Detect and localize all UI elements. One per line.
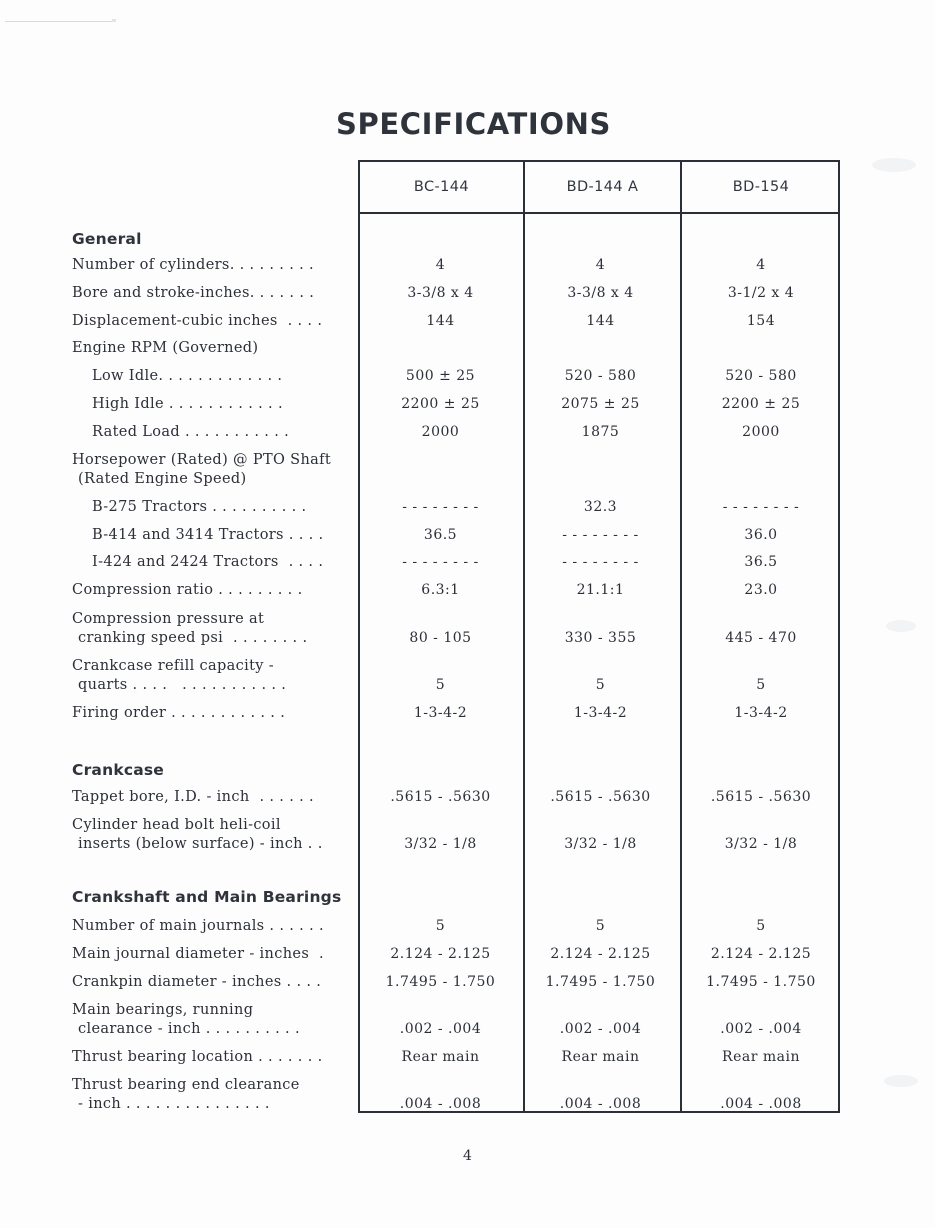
row-value: 36.5 (423, 527, 458, 543)
row-value: .5615 - .5630 (550, 789, 651, 805)
table-row (0, 469, 935, 489)
table-row (0, 628, 935, 648)
row-value: 3-1/2 x 4 (727, 285, 795, 301)
row-label: Firing order . . . . . . . . . . . . (72, 705, 286, 721)
row-value: 5 (595, 677, 606, 693)
row-label: Number of cylinders. . . . . . . . . (72, 257, 315, 273)
row-value: 500 ± 25 (405, 368, 476, 384)
table-row (0, 450, 935, 470)
row-value: - - - - - - - - (562, 527, 639, 543)
table-row (0, 675, 935, 695)
row-label: inserts (below surface) - inch . . (78, 836, 323, 852)
table-row (0, 815, 935, 835)
row-value: - - - - - - - - (402, 499, 479, 515)
row-value: 4 (595, 257, 606, 273)
row-value: 144 (426, 313, 455, 329)
row-value: .5615 - .5630 (390, 789, 491, 805)
table-row (0, 1094, 935, 1114)
row-value: .004 - .008 (720, 1096, 802, 1112)
row-label: B-275 Tractors . . . . . . . . . . (92, 499, 307, 515)
row-label: Thrust bearing end clearance (72, 1077, 300, 1093)
row-value: 3/32 - 1/8 (564, 836, 637, 852)
table-row (0, 552, 935, 572)
row-value: 80 - 105 (409, 630, 472, 646)
table-row (0, 834, 935, 854)
row-label: Tappet bore, I.D. - inch . . . . . . (72, 789, 314, 805)
table-row (0, 972, 935, 992)
row-value: 3/32 - 1/8 (404, 836, 477, 852)
row-label: High Idle . . . . . . . . . . . . (92, 396, 283, 412)
row-value: Rear main (561, 1049, 640, 1065)
row-label: Low Idle. . . . . . . . . . . . . (92, 368, 283, 384)
row-value: 1-3-4-2 (573, 705, 628, 721)
table-row (0, 609, 935, 629)
row-value: 1-3-4-2 (413, 705, 468, 721)
row-value: 4 (756, 257, 766, 273)
row-value: 5 (435, 918, 446, 934)
table-row (0, 255, 935, 275)
row-value: .5615 - .5630 (710, 789, 812, 805)
row-label: (Rated Engine Speed) (78, 471, 247, 487)
row-value: 36.0 (744, 527, 778, 543)
row-value: 144 (586, 313, 615, 329)
row-label: B-414 and 3414 Tractors . . . . (92, 527, 324, 543)
row-label: Crankcase refill capacity - (72, 658, 275, 674)
table-row (0, 1000, 935, 1020)
row-label: Main journal diameter - inches . (72, 946, 324, 962)
row-value: 1.7495 - 1.750 (545, 974, 656, 990)
table-row (0, 311, 935, 331)
row-label: clearance - inch . . . . . . . . . . (78, 1021, 300, 1037)
table-row (0, 1075, 935, 1095)
row-value: 2.124 - 2.125 (550, 946, 651, 962)
row-value: 5 (435, 677, 446, 693)
row-label: Displacement-cubic inches . . . . (72, 313, 323, 329)
table-row (0, 656, 935, 676)
table-row (0, 497, 935, 517)
row-label: Crankpin diameter - inches . . . . (72, 974, 322, 990)
row-value: - - - - - - - - (722, 499, 800, 515)
page-number: 4 (463, 1148, 472, 1164)
row-value: 1-3-4-2 (734, 705, 788, 721)
row-value: 2200 ± 25 (401, 396, 480, 412)
table-row (0, 580, 935, 600)
row-value: 6.3:1 (421, 582, 460, 598)
page-title: SPECIFICATIONS (336, 107, 611, 141)
row-value: 520 - 580 (725, 368, 797, 384)
row-value: .004 - .008 (399, 1096, 482, 1112)
table-row (0, 1047, 935, 1067)
section-heading: General (72, 230, 142, 248)
row-value: 154 (746, 313, 776, 329)
column-header-bc-144: BC-144 (413, 179, 470, 195)
row-value: Rear main (401, 1049, 480, 1065)
table-row (0, 916, 935, 936)
row-value: 1875 (581, 424, 620, 440)
row-value: 36.5 (744, 554, 778, 570)
row-label: Rated Load . . . . . . . . . . . (92, 424, 290, 440)
section-heading: Crankcase (72, 761, 165, 779)
table-row (0, 366, 935, 386)
row-value: 520 - 580 (564, 368, 637, 384)
row-value: 330 - 355 (564, 630, 637, 646)
table-row (0, 703, 935, 723)
row-value: 32.3 (583, 499, 618, 515)
row-label: Compression pressure at (72, 611, 265, 627)
row-value: 445 - 470 (725, 630, 797, 646)
row-label: Number of main journals . . . . . . (72, 918, 324, 934)
table-row (0, 1019, 935, 1039)
row-label: Bore and stroke-inches. . . . . . . (72, 285, 315, 301)
row-value: 2000 (742, 424, 780, 440)
row-label: Thrust bearing location . . . . . . . (72, 1049, 323, 1065)
row-value: Rear main (722, 1049, 800, 1065)
table-row (0, 944, 935, 964)
row-label: Horsepower (Rated) @ PTO Shaft (72, 452, 332, 468)
row-value: .002 - .004 (559, 1021, 642, 1037)
row-value: 1.7495 - 1.750 (706, 974, 816, 990)
table-row (0, 283, 935, 303)
row-value: 21.1:1 (576, 582, 625, 598)
column-header-bd-144a: BD-144 A (566, 179, 639, 195)
table-row (0, 525, 935, 545)
row-value: 5 (756, 677, 766, 693)
row-label: Compression ratio . . . . . . . . . (72, 582, 303, 598)
row-value: .004 - .008 (559, 1096, 642, 1112)
row-label: Cylinder head bolt heli-coil (72, 817, 281, 833)
row-value: - - - - - - - - (562, 554, 639, 570)
row-value: 2000 (421, 424, 460, 440)
row-label: I-424 and 2424 Tractors . . . . (92, 554, 324, 570)
row-value: 23.0 (744, 582, 778, 598)
row-label: Main bearings, running (72, 1002, 254, 1018)
row-label: quarts . . . . . . . . . . . . . . . (78, 677, 287, 693)
row-value: 3/32 - 1/8 (724, 836, 798, 852)
table-row (0, 394, 935, 414)
row-value: 1.7495 - 1.750 (385, 974, 496, 990)
row-label: Engine RPM (Governed) (72, 340, 259, 356)
section-heading: Crankshaft and Main Bearings (72, 888, 342, 906)
row-value: 3-3/8 x 4 (407, 285, 474, 301)
row-value: 3-3/8 x 4 (567, 285, 634, 301)
row-value: 2.124 - 2.125 (390, 946, 491, 962)
row-value: 4 (435, 257, 446, 273)
row-value: - - - - - - - - (402, 554, 479, 570)
row-value: 2.124 - 2.125 (710, 946, 812, 962)
table-row (0, 787, 935, 807)
row-label: - inch . . . . . . . . . . . . . . . (78, 1096, 270, 1112)
table-row (0, 422, 935, 442)
column-header-bd-154: BD-154 (732, 179, 790, 195)
row-value: .002 - .004 (399, 1021, 482, 1037)
table-row (0, 338, 935, 358)
row-value: 5 (756, 918, 766, 934)
row-value: 5 (595, 918, 606, 934)
row-value: 2200 ± 25 (721, 396, 801, 412)
row-value: .002 - .004 (720, 1021, 802, 1037)
row-label: cranking speed psi . . . . . . . . (78, 630, 308, 646)
row-value: 2075 ± 25 (561, 396, 640, 412)
